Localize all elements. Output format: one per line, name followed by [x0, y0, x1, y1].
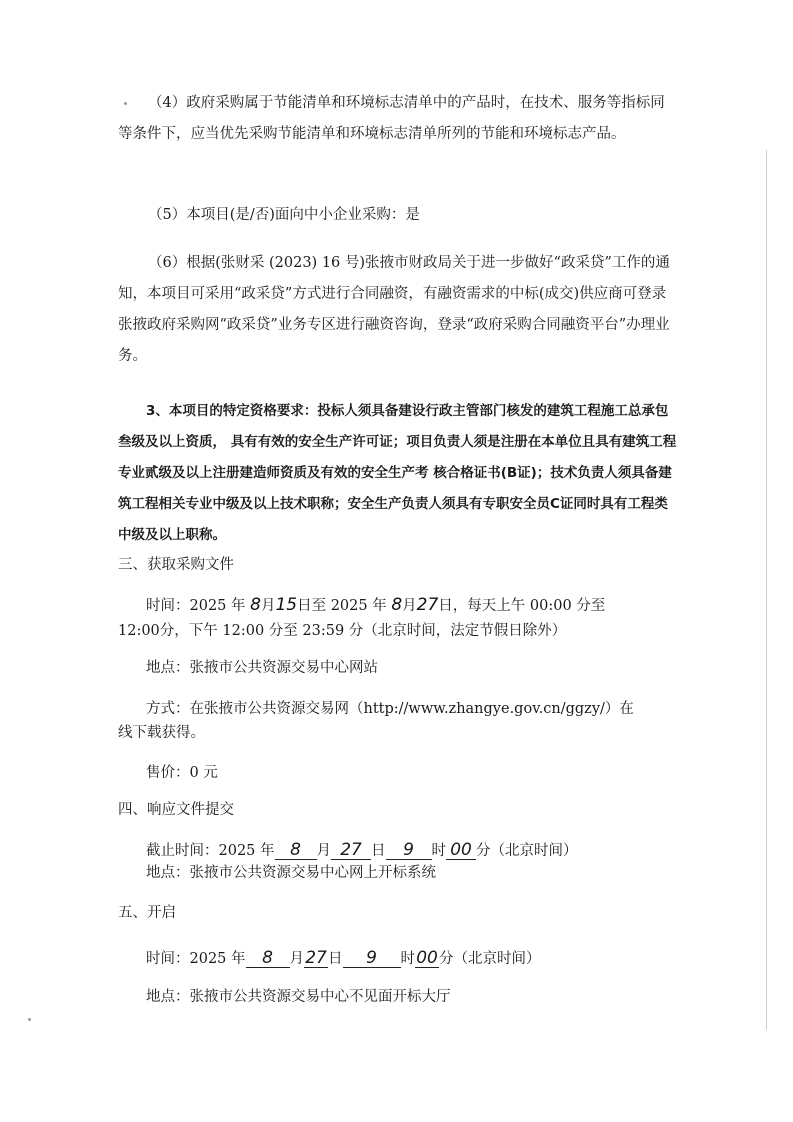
- opening-minute: 00: [416, 948, 438, 968]
- submission-deadline: [146, 840, 726, 862]
- submission-place: 地点：张掖市公共资源交易中心网上开标系统: [146, 865, 436, 881]
- deadline-prefix: 截止时间：2025 年: [146, 843, 275, 859]
- month-label: 月: [289, 951, 305, 967]
- opening-suffix: 分（北京时间）: [439, 951, 541, 967]
- deadline-day: 27: [331, 841, 371, 860]
- scan-edge-line: [766, 150, 767, 1030]
- month-label: 月: [316, 843, 332, 859]
- hour-label: 时: [431, 843, 447, 859]
- obtain-end-month: 8: [391, 595, 403, 615]
- obtain-place: 地点：张掖市公共资源交易中心网站: [146, 660, 378, 676]
- opening-time: [146, 948, 726, 970]
- section-heading-opening: 五、开启: [118, 905, 176, 921]
- deadline-minute: 00: [446, 841, 476, 860]
- obtain-method-line-1: 方式：在张掖市公共资源交易网（http://www.zhangye.gov.cn/ggzy/）在: [146, 701, 634, 717]
- obtain-price: 售价：0 元: [146, 765, 218, 781]
- obtain-method-line-2: 线下载获得。: [118, 725, 205, 741]
- deadline-hour: 9: [386, 841, 432, 860]
- obtain-time-mid: 日至 2025 年: [297, 598, 392, 614]
- obtain-time-suffix: 日，每天上午 00:00 分至: [438, 598, 606, 614]
- paragraph-qualification: 3、本项目的特定资格要求：投标人须具备建设行政主管部门核发的建筑工程施工总承包叁级及以上资质， 具有有效的安全生产许可证；项目负责人须是注册在本单位且具有建筑工程专业贰级及以上注册建造师资质及有效的安全生产考 核合格证书(B证)；技术负责人须具备建筑工程相关专业中级及以上技术职称；安全生产负责人须具有专职安全员C证同时具有工程类中级及以上职称。: [118, 403, 677, 543]
- deadline-suffix: 分（北京时间）: [476, 843, 578, 859]
- obtain-start-day: 15: [275, 595, 298, 615]
- opening-month: 8: [246, 949, 290, 968]
- section-heading-submission: 四、响应文件提交: [118, 802, 234, 818]
- paragraph-sme: （5）本项目(是/否)面向中小企业采购：是: [148, 207, 420, 223]
- obtain-end-day: 27: [416, 595, 439, 615]
- scan-speck: [28, 1018, 31, 1021]
- day-label: 日: [328, 951, 343, 967]
- day-label: 日: [371, 843, 386, 859]
- opening-hour: 9: [343, 949, 401, 968]
- month-label: 月: [402, 598, 417, 614]
- obtain-time-line-1: [146, 594, 726, 617]
- obtain-time-line-2: 12:00分，下午 12:00 分至 23:59 分（北京时间，法定节假日除外）: [118, 623, 567, 639]
- opening-time-prefix: 时间：2025 年: [146, 951, 246, 967]
- obtain-start-month: 8: [250, 595, 261, 615]
- month-label: 月: [260, 598, 276, 614]
- hour-label: 时: [400, 951, 416, 967]
- deadline-month: 8: [275, 841, 317, 860]
- paragraph-energy-saving: （4）政府采购属于节能清单和环境标志清单中的产品时，在技术、服务等指标同等条件下，应当优先采购节能清单和环境标志清单所列的节能和环境标志产品。: [118, 95, 665, 142]
- opening-place: 地点：张掖市公共资源交易中心不见面开标大厅: [146, 989, 451, 1005]
- paragraph-loan: （6）根据(张财采 (2023) 16 号)张掖市财政局关于进一步做好“政采贷”工作的通知，本项目可采用“政采贷”方式进行合同融资，有融资需求的中标(成交)供应商可登录张掖政府采购网“政采贷”业务专区进行融资咨询，登录“政府采购合同融资平台”办理业务。: [118, 255, 670, 364]
- section-heading-obtain-docs: 三、获取采购文件: [118, 557, 234, 573]
- obtain-time-prefix: 时间：2025 年: [146, 598, 251, 614]
- opening-day: 27: [305, 948, 327, 968]
